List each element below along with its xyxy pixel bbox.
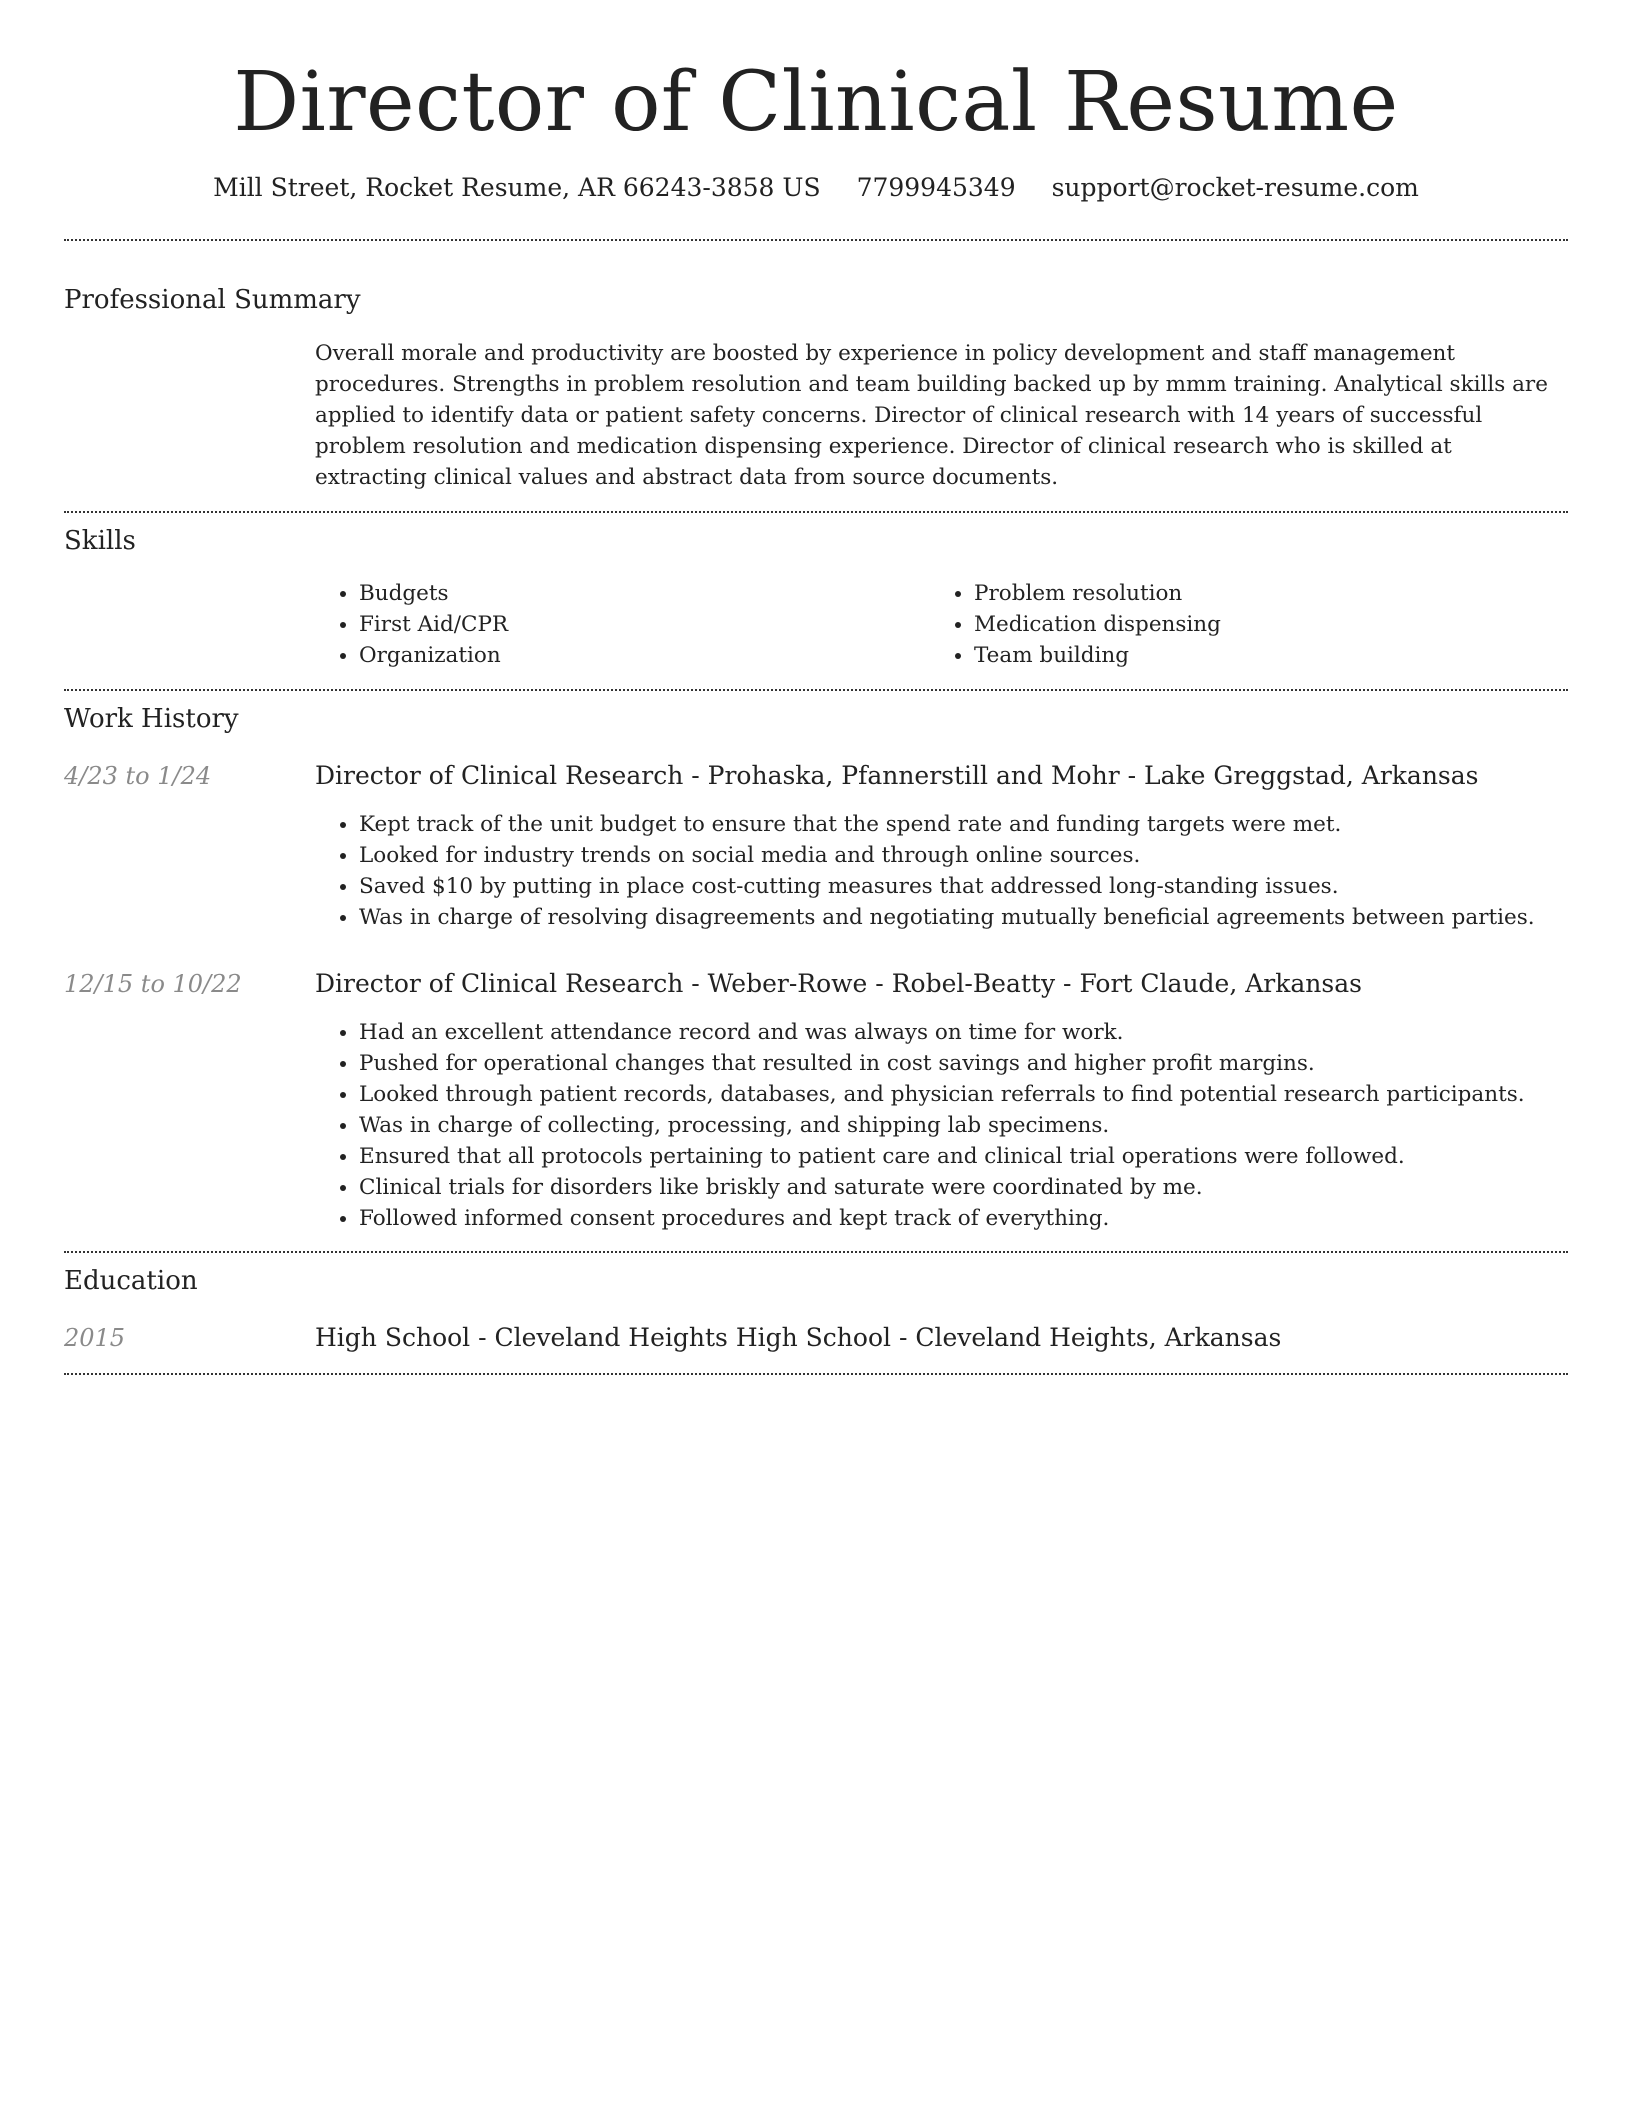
job-bullet: • Looked through patient records, databases, and physician referrals to find potential research participants. bbox=[359, 1079, 1609, 1110]
job-bullet: • Saved $10 by putting in place cost-cutting measures that addressed long-standing issues. bbox=[359, 871, 1609, 902]
section-heading-education: Education bbox=[64, 1266, 198, 1296]
education-year: 2015 bbox=[64, 1324, 126, 1352]
job-title: Director of Clinical Research - Prohaska, Pfannerstill and Mohr - Lake Greggstad, Arkansas bbox=[315, 761, 1479, 790]
job-bullets bbox=[315, 809, 1609, 933]
job-bullet: • Had an excellent attendance record and was always on time for work. bbox=[359, 1017, 1609, 1048]
job-bullet: • Pushed for operational changes that resulted in cost savings and higher profit margins. bbox=[359, 1048, 1609, 1079]
job-bullet: • Was in charge of resolving disagreements and negotiating mutually beneficial agreements between parties. bbox=[359, 902, 1609, 933]
job-dates: 12/15 to 10/22 bbox=[64, 970, 242, 998]
divider bbox=[64, 1373, 1568, 1375]
job-bullets bbox=[315, 1017, 1609, 1234]
skill-item: • Problem resolution bbox=[974, 578, 1221, 609]
skill-item: • First Aid/CPR bbox=[359, 609, 508, 640]
skill-item: • Organization bbox=[359, 640, 508, 671]
job-title: Director of Clinical Research - Weber-Rowe - Robel-Beatty - Fort Claude, Arkansas bbox=[315, 969, 1362, 998]
skills-list-left bbox=[315, 578, 508, 671]
skill-item: • Budgets bbox=[359, 578, 508, 609]
contact-email: support@rocket-resume.com bbox=[1051, 173, 1419, 202]
section-heading-skills: Skills bbox=[64, 526, 136, 556]
section-heading-summary: Professional Summary bbox=[64, 285, 361, 315]
job-bullet: • Followed informed consent procedures and kept track of everything. bbox=[359, 1203, 1609, 1234]
resume-title: Director of Clinical Resume bbox=[233, 55, 1399, 150]
contact-address: Mill Street, Rocket Resume, AR 66243-3858 US bbox=[213, 173, 821, 202]
education-title: High School - Cleveland Heights High School - Cleveland Heights, Arkansas bbox=[315, 1323, 1282, 1352]
contact-line bbox=[0, 168, 1632, 208]
divider bbox=[64, 689, 1568, 691]
divider bbox=[64, 239, 1568, 241]
summary-text: Overall morale and productivity are boosted by experience in policy development and staff management procedures. Strengths in problem resolution and team building backed up by mmm training. Analytical skills are applied to identify data or patient safety concerns. Director of clinical research with 14 years of successful problem resolution and medication dispensing experience. Director of clinical research who is skilled at extracting clinical values and abstract data from source documents. bbox=[315, 341, 1548, 490]
divider bbox=[64, 1251, 1568, 1253]
divider bbox=[64, 511, 1568, 513]
contact-phone: 7799945349 bbox=[856, 173, 1016, 202]
skill-item: • Team building bbox=[974, 640, 1221, 671]
skill-item: • Medication dispensing bbox=[974, 609, 1221, 640]
skills-list-right bbox=[930, 578, 1221, 671]
job-bullet: • Looked for industry trends on social media and through online sources. bbox=[359, 840, 1609, 871]
job-bullet: • Was in charge of collecting, processing, and shipping lab specimens. bbox=[359, 1110, 1609, 1141]
job-bullet: • Clinical trials for disorders like briskly and saturate were coordinated by me. bbox=[359, 1172, 1609, 1203]
job-bullet: • Kept track of the unit budget to ensure that the spend rate and funding targets were met. bbox=[359, 809, 1609, 840]
job-dates: 4/23 to 1/24 bbox=[64, 762, 212, 790]
section-heading-work: Work History bbox=[64, 704, 239, 734]
job-bullet: • Ensured that all protocols pertaining to patient care and clinical trial operations were followed. bbox=[359, 1141, 1609, 1172]
